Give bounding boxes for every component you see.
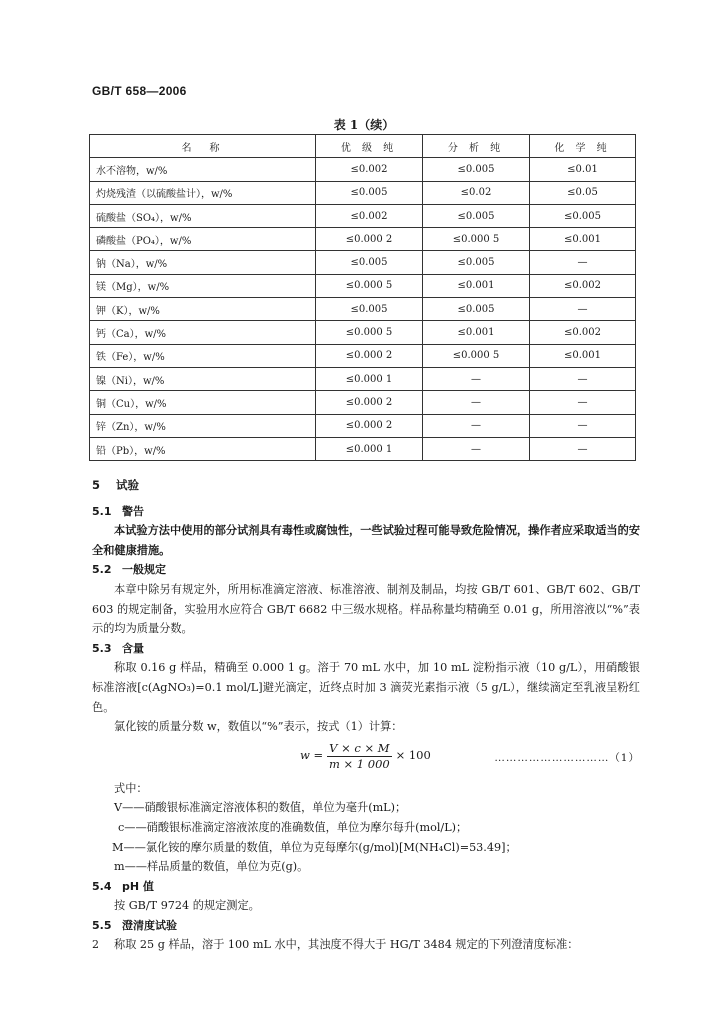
section-5-4-heading [92, 877, 640, 897]
table-row [90, 181, 636, 204]
table-cell-value: ≤0.000 5 [316, 274, 423, 297]
table-header-row [90, 135, 636, 158]
formula-numerator: V × c × M [329, 740, 390, 755]
table-cell-item-name: 磷酸盐（PO₄），w/% [90, 228, 316, 251]
table-cell-value: — [530, 414, 636, 437]
column-header-chemical-pure: 化 学 纯 [530, 135, 636, 158]
section-number: 5 [92, 478, 101, 492]
table-cell-value: ≤0.005 [423, 158, 530, 181]
table-cell-item-name: 铁（Fe），w/% [90, 344, 316, 367]
table-cell-value: ≤0.005 [316, 181, 423, 204]
table-cell-item-name: 硫酸盐（SO₄），w/% [90, 204, 316, 227]
section-5-3-heading [92, 639, 640, 659]
section-number: 5.1 [92, 504, 112, 518]
table-cell-value: — [423, 367, 530, 390]
table-cell-value: ≤0.005 [316, 251, 423, 274]
section-title: pH 值 [122, 879, 154, 893]
table-cell-value: ≤0.005 [423, 251, 530, 274]
section-5-1-heading [92, 502, 640, 522]
table-cell-value: — [530, 298, 636, 321]
table-cell-value: — [423, 437, 530, 460]
table-cell-value: — [530, 437, 636, 460]
table-cell-value: ≤0.000 2 [316, 391, 423, 414]
table-cell-value: ≤0.002 [530, 321, 636, 344]
table-cell-value: ≤0.005 [423, 298, 530, 321]
table-cell-value: ≤0.000 1 [316, 437, 423, 460]
formula-expression [300, 741, 431, 772]
symbol-definition-m: m——样品质量的数值，单位为克(g)。 [114, 860, 309, 874]
table-cell-value: ≤0.001 [423, 321, 530, 344]
table-cell-value: — [530, 251, 636, 274]
table-cell-value: ≤0.000 2 [316, 414, 423, 437]
column-header-name: 名 称 [90, 135, 316, 158]
table-cell-value: ≤0.000 1 [316, 367, 423, 390]
assay-procedure-paragraph: 称取 0.16 g 样品，精确至 0.000 1 g。溶于 70 mL 水中，加 10 mL 淀粉指示液（10 g/L），用硝酸银标准溶液[c(AgNO₃)=0.1 mol/L]避光滴定，近终点时加 3 滴荧光素指示液（5 g/L），继续滴定至乳液呈粉红色。 [92, 661, 640, 714]
section-number: 5.4 [92, 879, 112, 893]
equation-number: …………………………（1） [494, 751, 640, 764]
table-cell-value: ≤0.000 5 [423, 228, 530, 251]
table-caption: 表 1（续） [333, 118, 395, 132]
section-number: 5.3 [92, 641, 112, 655]
table-body [90, 158, 636, 461]
where-label: 式中： [114, 781, 148, 795]
table-row [90, 298, 636, 321]
table-row [90, 274, 636, 297]
table-cell-value: ≤0.005 [530, 204, 636, 227]
ph-paragraph: 按 GB/T 9724 的规定测定。 [114, 899, 260, 913]
section-title: 澄清度试验 [122, 918, 177, 932]
table-row [90, 391, 636, 414]
table-cell-value: — [530, 367, 636, 390]
symbol-definitions [92, 798, 640, 876]
table-cell-value: ≤0.01 [530, 158, 636, 181]
table-cell-value: ≤0.005 [423, 204, 530, 227]
table-row [90, 158, 636, 181]
table-cell-value: ≤0.000 5 [316, 321, 423, 344]
table-cell-value: ≤0.002 [316, 204, 423, 227]
table-cell-item-name: 水不溶物，w/% [90, 158, 316, 181]
table-cell-value: ≤0.005 [316, 298, 423, 321]
table-cell-value: ≤0.000 5 [423, 344, 530, 367]
table-cell-value: ≤0.001 [530, 228, 636, 251]
table-row [90, 367, 636, 390]
table-row [90, 437, 636, 460]
section-5-5-heading [92, 916, 640, 936]
table-cell-item-name: 铜（Cu），w/% [90, 391, 316, 414]
section-title: 警告 [122, 504, 144, 518]
table-cell-value: ≤0.002 [316, 158, 423, 181]
table-cell-item-name: 镍（Ni），w/% [90, 367, 316, 390]
table-cell-item-name: 灼烧残渣（以硫酸盐计），w/% [90, 181, 316, 204]
formula-1 [92, 739, 640, 777]
page-number: 2 [92, 938, 99, 951]
clarity-paragraph: 称取 25 g 样品，溶于 100 mL 水中，其浊度不得大于 HG/T 3484 规定的下列澄清度标准： [114, 938, 579, 952]
warning-paragraph: 本试验方法中使用的部分试剂具有毒性或腐蚀性，一些试验过程可能导致危险情况，操作者应采取适当的安全和健康措施。 [92, 523, 640, 557]
section-title: 一般规定 [122, 563, 166, 577]
table-cell-value: — [423, 414, 530, 437]
table-row [90, 344, 636, 367]
table-cell-value: — [530, 391, 636, 414]
standard-code-header: GB/T 658—2006 [92, 84, 187, 98]
table-cell-value: ≤0.000 2 [316, 344, 423, 367]
table-cell-value: — [423, 391, 530, 414]
section-5-heading [92, 476, 640, 496]
column-header-analytical-reagent: 分 析 纯 [423, 135, 530, 158]
table-cell-item-name: 镁（Mg），w/% [90, 274, 316, 297]
table-cell-value: ≤0.001 [530, 344, 636, 367]
table-row [90, 251, 636, 274]
column-header-guaranteed-reagent: 优 级 纯 [316, 135, 423, 158]
formula-multiplier: × 100 [395, 748, 431, 763]
table-cell-value: ≤0.05 [530, 181, 636, 204]
table-cell-value: ≤0.001 [423, 274, 530, 297]
section-number: 5.5 [92, 918, 112, 932]
section-5-2-heading [92, 560, 640, 580]
table-cell-item-name: 钙（Ca），w/% [90, 321, 316, 344]
symbol-definition-molar-mass: M——氯化铵的摩尔质量的数值，单位为克每摩尔(g/mol)[M(NH₄Cl)=53.49]； [112, 840, 517, 854]
assay-formula-intro: 氯化铵的质量分数 w，数值以“%”表示，按式（1）计算： [114, 720, 403, 734]
symbol-definition-c: c——硝酸银标准滴定溶液浓度的准确数值，单位为摩尔每升(mol/L)； [118, 820, 468, 834]
table-cell-value: ≤0.02 [423, 181, 530, 204]
spec-table [89, 134, 636, 461]
table-cell-value: ≤0.002 [530, 274, 636, 297]
section-title: 试验 [116, 478, 139, 492]
formula-lhs: w = [300, 748, 324, 763]
table-row [90, 321, 636, 344]
section-title: 含量 [122, 641, 144, 655]
formula-fraction [327, 741, 391, 772]
section-number: 5.2 [92, 563, 112, 577]
formula-denominator: m × 1 000 [328, 756, 390, 771]
general-rules-paragraph: 本章中除另有规定外，所用标准滴定溶液、标准溶液、制剂及制品，均按 GB/T 601、GB/T 602、GB/T 603 的规定制备，实验用水应符合 GB/T 6682 中三级水规格。样品称量均精确至 0.01 g，所用溶液以“%”表示的均为质量分数。 [92, 582, 640, 636]
table-row [90, 228, 636, 251]
table-row [90, 414, 636, 437]
symbol-definition-v: V——硝酸银标准滴定溶液体积的数值，单位为毫升(mL)； [114, 801, 407, 815]
table-cell-value: ≤0.000 2 [316, 228, 423, 251]
table-cell-item-name: 锌（Zn），w/% [90, 414, 316, 437]
table-row [90, 204, 636, 227]
table-cell-item-name: 铅（Pb），w/% [90, 437, 316, 460]
table-cell-item-name: 钠（Na），w/% [90, 251, 316, 274]
table-cell-item-name: 钾（K），w/% [90, 298, 316, 321]
main-content [92, 476, 640, 955]
